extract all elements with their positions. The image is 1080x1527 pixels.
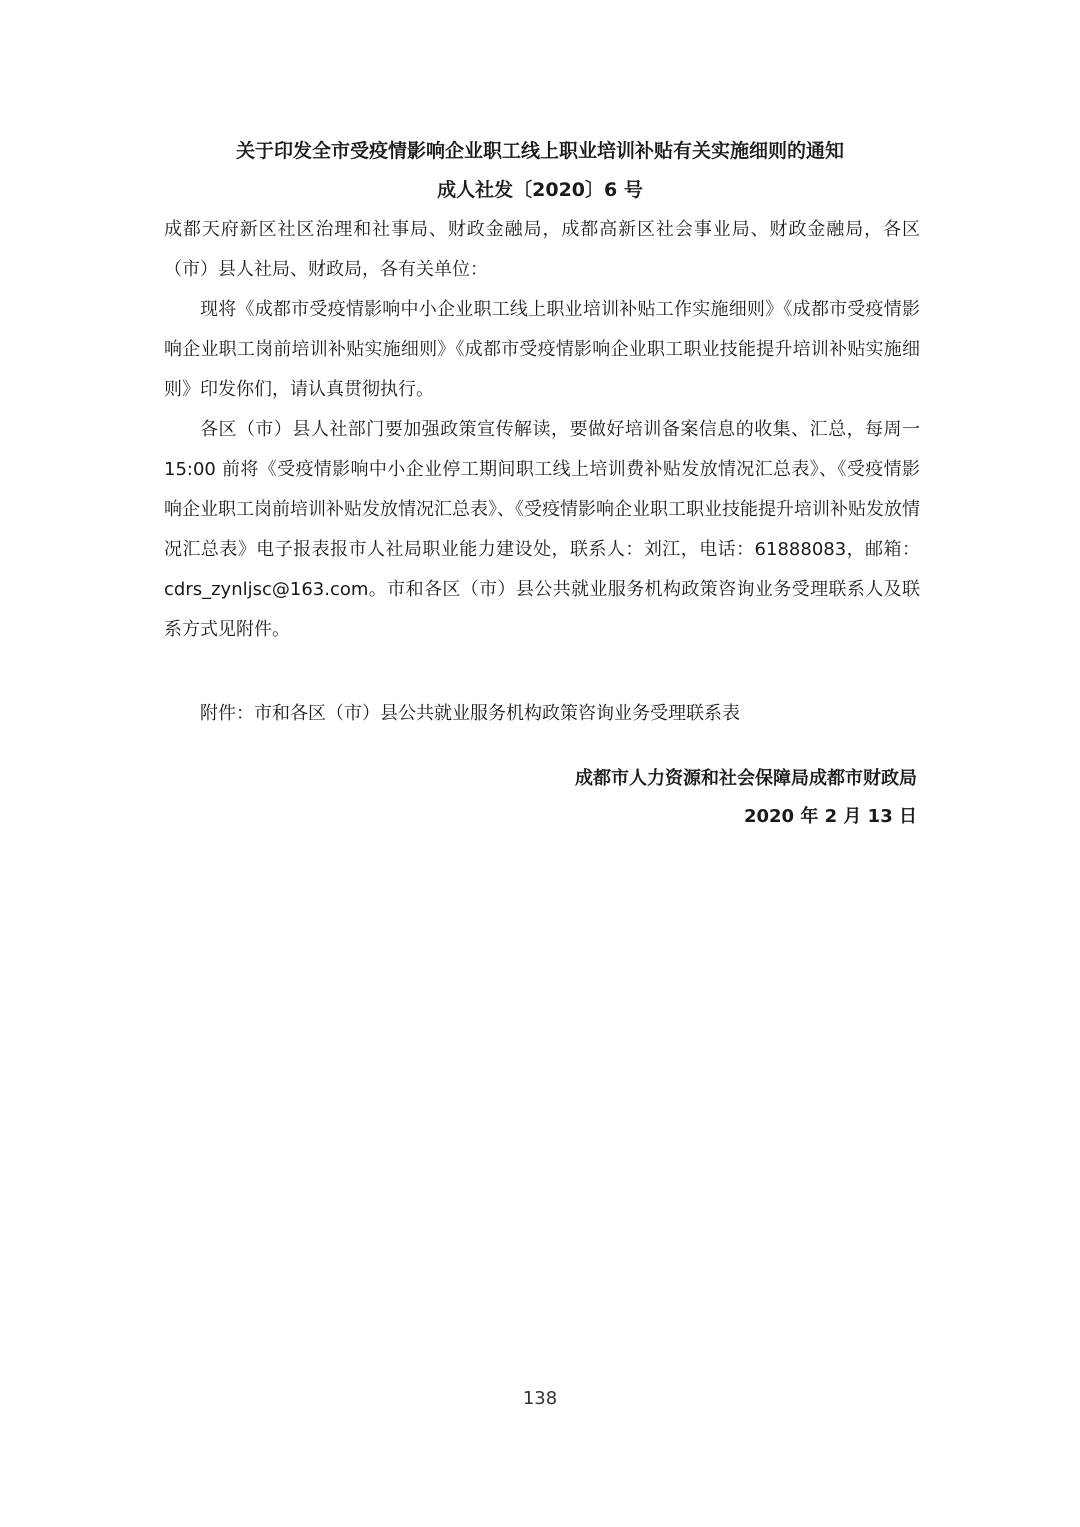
issue-date: 2020 年 2 月 13 日 — [743, 806, 917, 827]
body-paragraph-1: 现将《成都市受疫情影响中小企业职工线上职业培训补贴工作实施细则》《成都市受疫情影响企业职工岗前培训补贴实施细则》《成都市受疫情影响企业职工职业技能提升培训补贴实施细则》印发你们，请认真贯彻执行。 — [164, 299, 920, 400]
document-number: 成人社发〔2020〕6 号 — [437, 179, 643, 201]
body-paragraph-2: 各区（市）县人社部门要加强政策宣传解读，要做好培训备案信息的收集、汇总，每周一 15:00 前将《受疫情影响中小企业停工期间职工线上培训费补贴发放情况汇总表》、《受疫情影响企业职工岗前培训补贴发放情况汇总表》、《受疫情影响企业职工职业技能提升培训补贴发放情况汇总表》电子报表报市人社局职业能力建设处，联系人：刘江，电话：61888083，邮箱：cdrs_zynljsc@163.com。市和各区（市）县公共就业服务机构政策咨询业务受理联系人及联系方式见附件。 — [164, 419, 920, 640]
document-body — [164, 210, 920, 734]
signatory: 成都市人力资源和社会保障局成都市财政局 — [575, 768, 917, 789]
paragraph-spacer — [164, 650, 920, 694]
attachment-line: 附件：市和各区（市）县公共就业服务机构政策咨询业务受理联系表 — [200, 703, 740, 724]
page-number: 138 — [522, 1388, 558, 1409]
document-title: 关于印发全市受疫情影响企业职工线上职业培训补贴有关实施细则的通知 — [235, 140, 844, 162]
recipients-line: 成都天府新区社区治理和社事局、财政金融局，成都高新区社会事业局、财政金融局，各区（市）县人社局、财政局，各有关单位： — [164, 219, 920, 280]
